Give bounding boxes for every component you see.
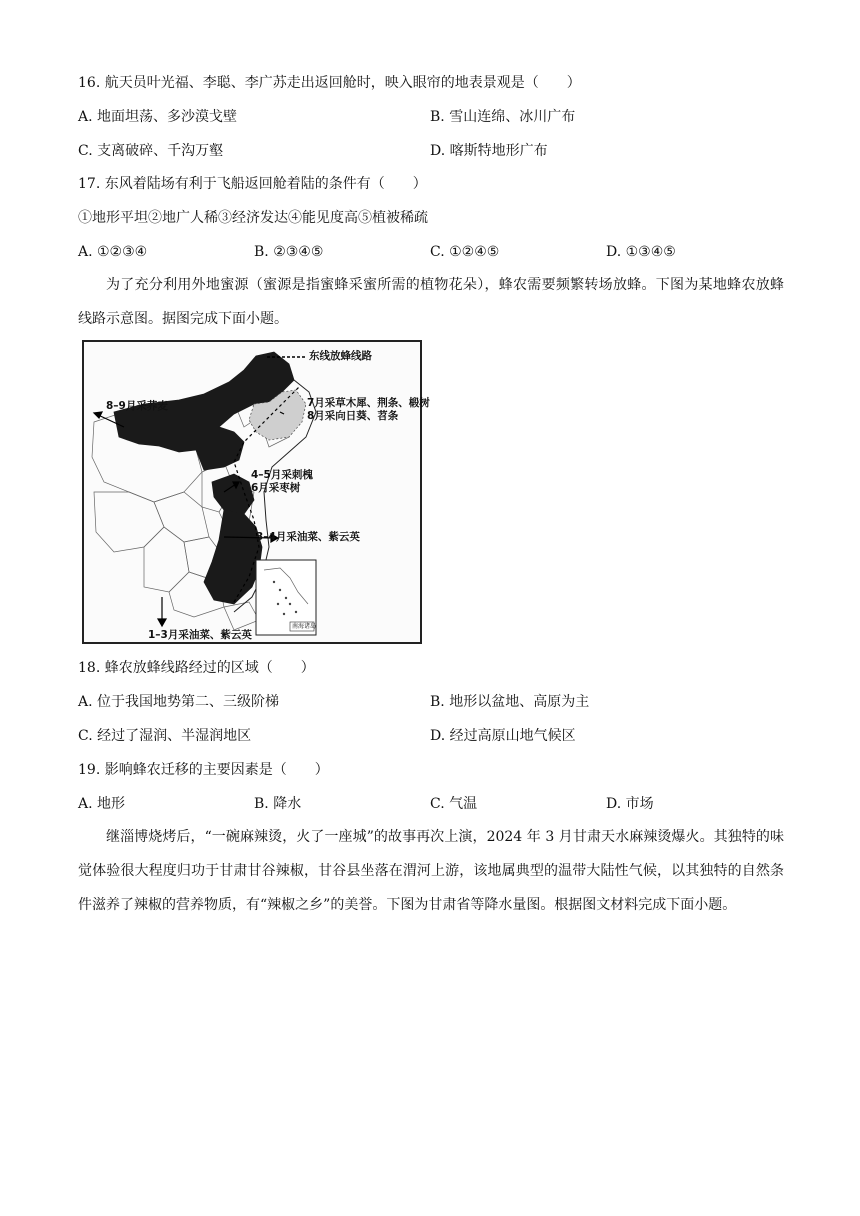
intro-paragraph-text: 继淄博烧烤后，“一碗麻辣烫，火了一座城”的故事再次上演，2024 年 3 月甘肃天水麻辣烫爆火。其独特的味觉体验很大程度归功于甘肃甘谷辣椒，甘谷县坐落在渭河上游，该地属典型的温带大陆性气候，以其独特的自然条件滋养了辣椒的营养物质，有“辣椒之乡”的美誉。下图为甘肃省等降水量图。根据图文材料完成下面小题。 [78,829,784,913]
intro-paragraph-gansu-pepper [78,820,784,922]
map-label-north-april-may: 4–5月采刺槐 [251,469,313,481]
question-17-option-c: C. ①②④⑤ [430,244,500,260]
map-legend-east-route: 东线放蜂线路 [309,350,372,362]
intro-paragraph-bee-route [78,268,784,336]
question-16-stem: 16. 航天员叶光福、李聪、李广苏走出返回舱时，映入眼帘的地表景观是（ ） [78,75,581,91]
bee-route-map [82,340,430,644]
question-17-conditions: ①地形平坦②地广人稀③经济发达④能见度高⑤植被稀疏 [78,210,428,226]
map-label-northeast-july: 7月采草木犀、荆条、椴树 [307,397,430,409]
question-18-option-a: A. 位于我国地势第二、三级阶梯 [78,694,280,710]
question-19-option-b: B. 降水 [254,796,302,812]
question-18-option-c: C. 经过了湿润、半湿润地区 [78,728,252,744]
question-19-option-d: D. 市场 [606,796,654,812]
question-19-option-a: A. 地形 [78,796,126,812]
question-17-option-d: D. ①③④⑤ [606,244,676,260]
map-label-south-jan-march: 1–3月采油菜、紫云英 [148,629,252,641]
question-19-option-c: C. 气温 [430,796,478,812]
map-label-east-march-april: 3–4月采油菜、紫云英 [256,531,360,543]
question-17-option-a: A. ①②③④ [78,244,148,260]
map-label-northeast-august: 8月采向日葵、苕条 [307,410,399,422]
map-label-north-june: 6月采枣树 [251,482,301,494]
question-19-stem: 19. 影响蜂农迁移的主要因素是（ ） [78,762,329,778]
question-16-option-a: A. 地面坦荡、多沙漠戈壁 [78,109,238,125]
question-16-option-c: C. 支离破碎、千沟万壑 [78,143,224,159]
map-inset-label: 南海诸岛 [292,623,317,630]
question-18-stem: 18. 蜂农放蜂线路经过的区域（ ） [78,660,315,676]
intro-paragraph-text: 为了充分利用外地蜜源（蜜源是指蜜蜂采蜜所需的植物花朵），蜂农需要频繁转场放蜂。下图为某地蜂农放蜂线路示意图。据图完成下面小题。 [78,277,784,327]
question-18-option-d: D. 经过高原山地气候区 [430,728,576,744]
question-18-option-b: B. 地形以盆地、高原为主 [430,694,590,710]
question-16-option-d: D. 喀斯特地形广布 [430,143,548,159]
map-label-west-buckwheat: 8–9月采荞麦 [106,400,168,412]
question-17-option-b: B. ②③④⑤ [254,244,324,260]
question-17-stem: 17. 东风着陆场有利于飞船返回舱着陆的条件有（ ） [78,176,427,192]
question-16-option-b: B. 雪山连绵、冰川广布 [430,109,576,125]
